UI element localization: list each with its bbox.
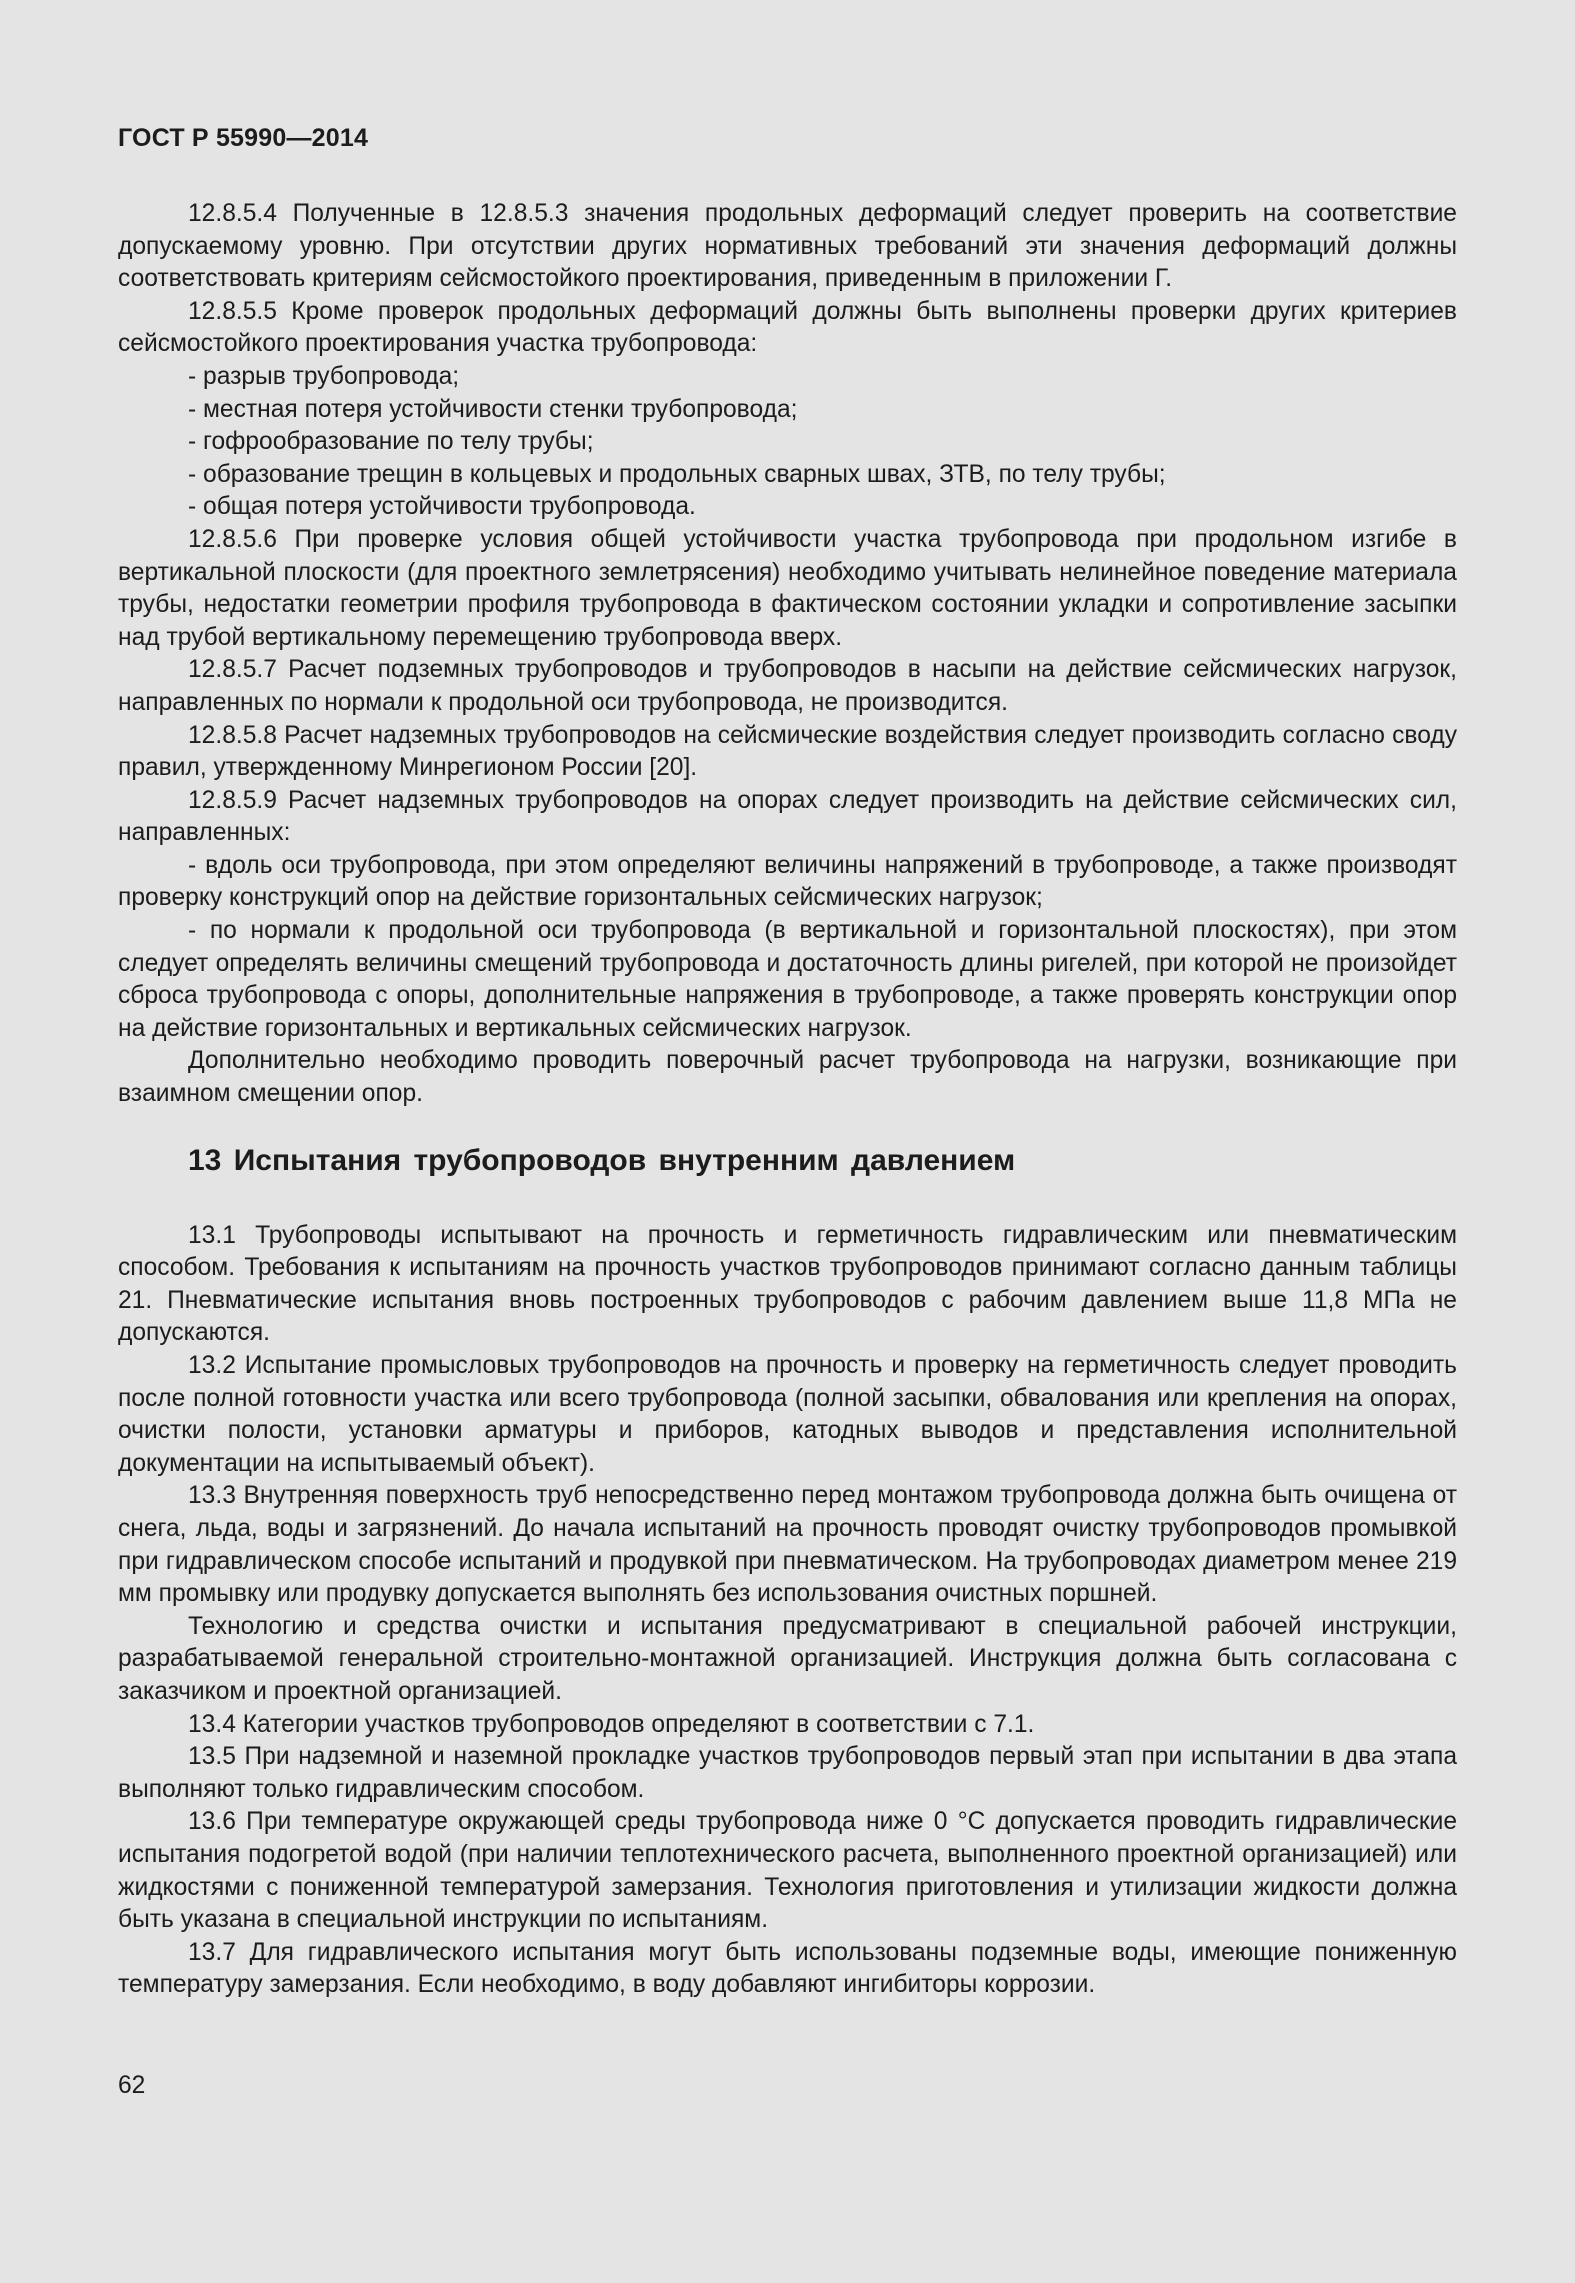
paragraph-12-8-5-7: 12.8.5.7 Расчет подземных трубопроводов и трубопроводов в насыпи на действие сейсмических нагрузок, направленных по нормали к продольной оси трубопровода, не производится. xyxy=(118,656,1457,716)
paragraph-13-7: 13.7 Для гидравлического испытания могут быть использованы подземные воды, имеющие пониженную температуру замерзания. Если необходимо, в воду добавляют ингибиторы коррозии. xyxy=(118,1938,1457,1999)
paragraph-13-3-technology: Технологию и средства очистки и испытания предусматривают в специальной рабочей инструкции, разрабатываемой генеральной строительно-монтажной организацией. Инструкция должна быть согласована с заказчиком и проектной организацией. xyxy=(118,1612,1457,1705)
paragraph-13-4: 13.4 Категории участков трубопроводов определяют в соответствии с 7.1. xyxy=(188,1710,1035,1738)
paragraph-13-1: 13.1 Трубопроводы испытывают на прочность и герметичность гидравлическим или пневматическим способом. Требования к испытаниям на прочность участков трубопроводов принимают согласно данным таблицы 21. Пневматические испытания вновь построенных трубопроводов с рабочим давлением выше 11,8 МПа не допускаются. xyxy=(118,1221,1457,1347)
paragraph-12-8-5-8: 12.8.5.8 Расчет надземных трубопроводов на сейсмические воздействия следует производить согласно своду правил, утвержденному Минрегионом России [20]. xyxy=(118,721,1457,782)
list-item: - гофрообразование по телу трубы; xyxy=(188,428,594,456)
list-item: - разрыв трубопровода; xyxy=(188,362,460,390)
paragraph-13-6: 13.6 При температуре окружающей среды трубопровода ниже 0 °С допускается проводить гидравлические испытания подогретой водой (при наличии теплотехнического расчета, выполненного проектной организацией) или жидкостями с пониженной температурой замерзания. Технология приготовления и утилизации жидкости должна быть указана в специальной инструкции по испытаниям. xyxy=(118,1808,1457,1934)
paragraph-12-8-5-5: 12.8.5.5 Кроме проверок продольных деформаций должны быть выполнены проверки других критериев сейсмостойкого проектирования участка трубопровода: xyxy=(118,297,1457,358)
paragraph-12-8-5-9: 12.8.5.9 Расчет надземных трубопроводов на опорах следует производить на действие сейсмических сил, направленных: xyxy=(118,786,1457,847)
document-body xyxy=(118,198,1457,2002)
paragraph-additional-check: Дополнительно необходимо проводить поверочный расчет трубопровода на нагрузки, возникающие при взаимном смещении опор. xyxy=(118,1047,1457,1108)
document-header: ГОСТ Р 55990—2014 xyxy=(118,124,369,152)
list-item: - образование трещин в кольцевых и продольных сварных швах, ЗТВ, по телу трубы; xyxy=(188,460,1166,488)
page-number: 62 xyxy=(118,2072,146,2099)
paragraph-12-8-5-4: 12.8.5.4 Полученные в 12.8.5.3 значения продольных деформаций следует проверить на соответствие допускаемому уровню. При отсутствии других нормативных требований эти значения деформаций должны соответствовать критериям сейсмостойкого проектирования, приведенным в приложении Г. xyxy=(118,200,1457,293)
paragraph-12-8-5-6: 12.8.5.6 При проверке условия общей устойчивости участка трубопровода при продольном изгибе в вертикальной плоскости (для проектного землетрясения) необходимо учитывать нелинейное поведение материала трубы, недостатки геометрии профиля трубопровода в фактическом состоянии укладки и сопротивление засыпки над трубой вертикальному перемещению трубопровода вверх. xyxy=(118,525,1457,651)
paragraph-13-3: 13.3 Внутренняя поверхность труб непосредственно перед монтажом трубопровода должна быть очищена от снега, льда, воды и загрязнений. До начала испытаний на прочность проводят очистку трубопроводов промывкой при гидравлическом способе испытаний и продувкой при пневматическом. На трубопроводах диаметром менее 219 мм промывку или продувку допускается выполнять без использования очистных поршней. xyxy=(118,1482,1457,1608)
paragraph-13-2: 13.2 Испытание промысловых трубопроводов на прочность и проверку на герметичность следует проводить после полной готовности участка или всего трубопровода (полной засыпки, обвалования или крепления на опорах, очистки полости, установки арматуры и приборов, катодных выводов и представления исполнительной документации на испытываемый объект). xyxy=(118,1352,1457,1477)
list-item: - общая потеря устойчивости трубопровода. xyxy=(188,493,696,521)
list-item: - по нормали к продольной оси трубопровода (в вертикальной и горизонтальной плоскостях), при этом следует определять величины смещений трубопровода и достаточность длины ригелей, при которой не произойдет сброса трубопровода с опоры, дополнительные напряжения в трубопроводе, а также проверять конструкции опор на действие горизонтальных и вертикальных сейсмических нагрузок. xyxy=(118,917,1457,1042)
section-13-heading: 13 Испытания трубопроводов внутренним давлением xyxy=(188,1143,1016,1177)
list-item: - местная потеря устойчивости стенки трубопровода; xyxy=(188,395,798,423)
paragraph-13-5: 13.5 При надземной и наземной прокладке участков трубопроводов первый этап при испытании в два этапа выполняют только гидравлическим способом. xyxy=(118,1743,1457,1803)
list-item: - вдоль оси трубопровода, при этом определяют величины напряжений в трубопроводе, а также производят проверку конструкций опор на действие горизонтальных сейсмических нагрузок; xyxy=(118,851,1457,912)
